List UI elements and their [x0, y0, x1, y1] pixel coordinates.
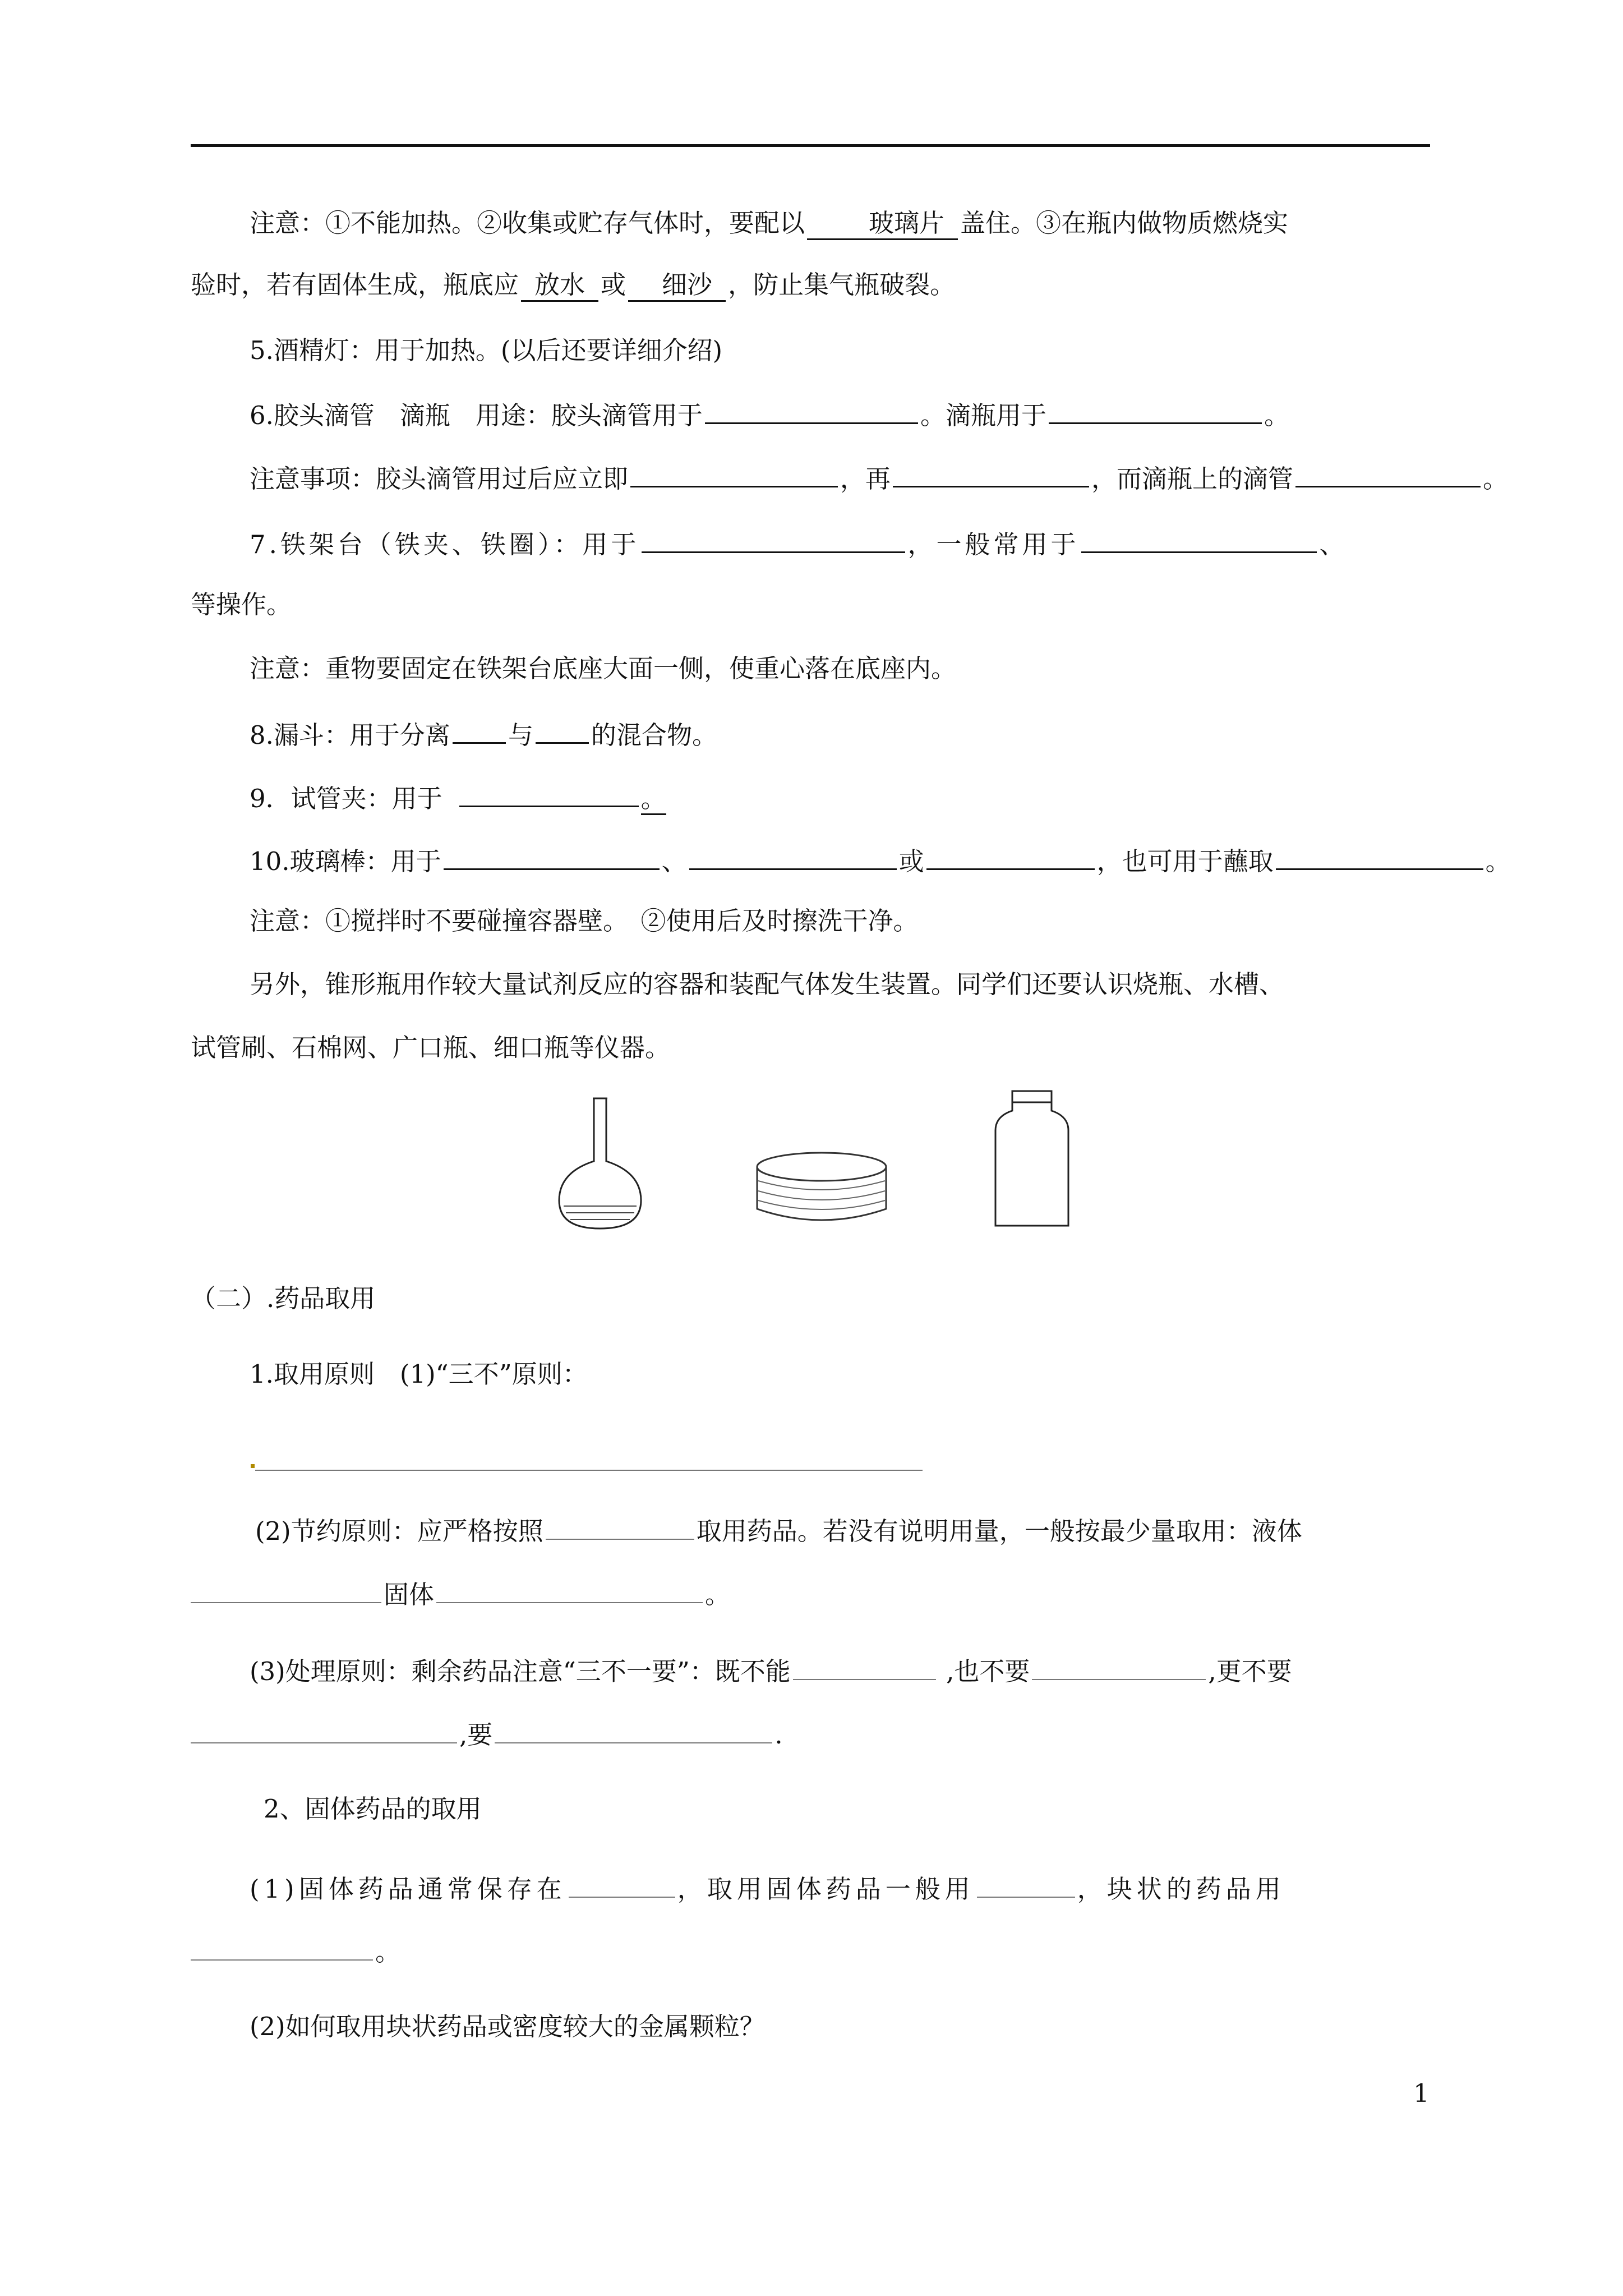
fill-blank[interactable]: [536, 715, 589, 744]
text: 或: [601, 270, 626, 300]
fill-blank[interactable]: [1081, 524, 1317, 553]
text: 10.玻璃棒：用于: [250, 846, 441, 876]
line-2: [191, 268, 955, 302]
text: (2)节约原则：应严格按照: [255, 1516, 543, 1546]
text: 盖住。③在瓶内做物质燃烧实: [960, 208, 1289, 238]
fill-blank[interactable]: [191, 1575, 381, 1603]
text: 的混合物。: [591, 720, 717, 750]
fill-blank[interactable]: [436, 1575, 703, 1603]
text: 、: [1319, 530, 1348, 559]
text: 固体: [384, 1580, 435, 1609]
fill-blank[interactable]: [459, 779, 639, 807]
line-10: [250, 779, 666, 816]
text: 验时，若有固体生成，瓶底应: [191, 270, 519, 300]
text: 注意：①不能加热。②收集或贮存气体时，要配以: [250, 208, 805, 238]
line-5: [250, 459, 1508, 496]
fill-blank[interactable]: [1295, 459, 1481, 487]
text: 注意事项：胶头滴管用过后应立即: [250, 464, 629, 494]
fill-blank[interactable]: [893, 459, 1089, 487]
fill-blank[interactable]: [191, 1715, 457, 1743]
fill-blank[interactable]: [1276, 841, 1483, 870]
fill-blank[interactable]: [977, 1870, 1075, 1898]
text: ,也不要: [938, 1657, 1030, 1686]
text: 。滴瓶用于: [920, 401, 1046, 430]
answer-line[interactable]: [255, 1470, 923, 1471]
line-12: 注意：①搅拌时不要碰撞容器壁。 ②使用后及时擦洗干净。: [250, 906, 919, 936]
fill-blank[interactable]: [546, 1512, 694, 1540]
answer-blank: 玻璃片: [807, 208, 958, 240]
fill-blank[interactable]: [495, 1715, 772, 1743]
text: 。: [641, 784, 666, 815]
line-17: [255, 1512, 1302, 1548]
section-heading: （二）.药品取用: [191, 1283, 376, 1313]
text: 9．试管夹：用于: [250, 784, 442, 813]
line-16: 1.取用原则 (1)“三不”原则：: [250, 1359, 588, 1389]
fill-blank[interactable]: [705, 395, 918, 424]
figure-row: [0, 1088, 1623, 1245]
line-18: [191, 1575, 730, 1612]
fill-blank[interactable]: [926, 841, 1095, 870]
line-21: 2、固体药品的取用: [264, 1794, 482, 1824]
fill-blank[interactable]: [1032, 1652, 1206, 1680]
text: ，防止集气瓶破裂。: [728, 270, 956, 300]
water-trough-icon: [751, 1147, 892, 1231]
text: 取用药品。若没有说明用量，一般按最少量取用：液体: [696, 1516, 1302, 1546]
line-11: [250, 841, 1511, 878]
answer-blank: 放水: [521, 270, 598, 302]
text: ,要: [459, 1720, 493, 1750]
line-3: 5.酒精灯：用于加热。(以后还要详细介绍): [250, 335, 723, 365]
text: (1)固体药品通常保存在: [250, 1874, 566, 1904]
line-9: [250, 715, 717, 752]
text: 。: [1485, 846, 1511, 876]
text: 。: [705, 1580, 731, 1609]
line-1: [250, 206, 1288, 240]
line-4: [250, 395, 1289, 432]
fill-blank[interactable]: [793, 1652, 936, 1680]
text: ，而滴瓶上的滴管: [1091, 464, 1294, 494]
line-24: (2)如何取用块状药品或密度较大的金属颗粒？: [250, 2012, 765, 2041]
line-20: [191, 1715, 783, 1752]
line-22: [250, 1870, 1285, 1906]
line-19: [250, 1652, 1292, 1688]
fill-blank[interactable]: [630, 459, 838, 487]
text: 或: [898, 846, 924, 876]
text: ，再: [840, 464, 891, 494]
fill-blank[interactable]: [642, 524, 905, 553]
text: ,更不要: [1208, 1657, 1292, 1686]
text: 与: [508, 720, 533, 750]
text: 7.铁架台（铁夹、铁圈）：用于: [250, 530, 640, 559]
header-rule: [191, 144, 1430, 147]
line-13: 另外，锥形瓶用作较大量试剂反应的容器和装配气体发生装置。同学们还要认识烧瓶、水槽、: [250, 969, 1285, 999]
fill-blank[interactable]: [453, 715, 506, 744]
line-14: 试管刷、石棉网、广口瓶、细口瓶等仪器。: [191, 1033, 671, 1062]
fill-blank[interactable]: [1049, 395, 1262, 424]
text: ，取用固体药品一般用: [677, 1874, 975, 1904]
line-23: [191, 1932, 400, 1969]
flask-icon: [552, 1094, 648, 1234]
text: (3)处理原则：剩余药品注意“三不一要”：既不能: [250, 1657, 791, 1686]
text: 。: [1264, 401, 1289, 430]
page-number: 1: [1413, 2078, 1430, 2108]
text: ，块状的药品用: [1077, 1874, 1285, 1904]
marker-dot: [251, 1464, 255, 1468]
fill-blank[interactable]: [689, 841, 897, 870]
text: 、: [661, 846, 687, 876]
text: 6.胶头滴管 滴瓶 用途：胶头滴管用于: [250, 401, 703, 430]
text: 。: [375, 1937, 401, 1967]
text: ，一般常用于: [907, 530, 1080, 559]
line-6: [250, 524, 1348, 562]
fill-blank[interactable]: [191, 1932, 373, 1961]
text: 8.漏斗：用于分离: [250, 720, 450, 750]
fill-blank[interactable]: [569, 1870, 675, 1898]
answer-blank: 细沙: [628, 270, 726, 302]
line-8: 注意：重物要固定在铁架台底座大面一侧，使重心落在底座内。: [250, 654, 957, 683]
wide-mouth-bottle-icon: [990, 1088, 1074, 1234]
text: 。: [1483, 464, 1509, 494]
text: .: [774, 1720, 783, 1750]
line-7: 等操作。: [191, 590, 292, 619]
text: ，也可用于蘸取: [1096, 846, 1274, 876]
fill-blank[interactable]: [444, 841, 660, 870]
